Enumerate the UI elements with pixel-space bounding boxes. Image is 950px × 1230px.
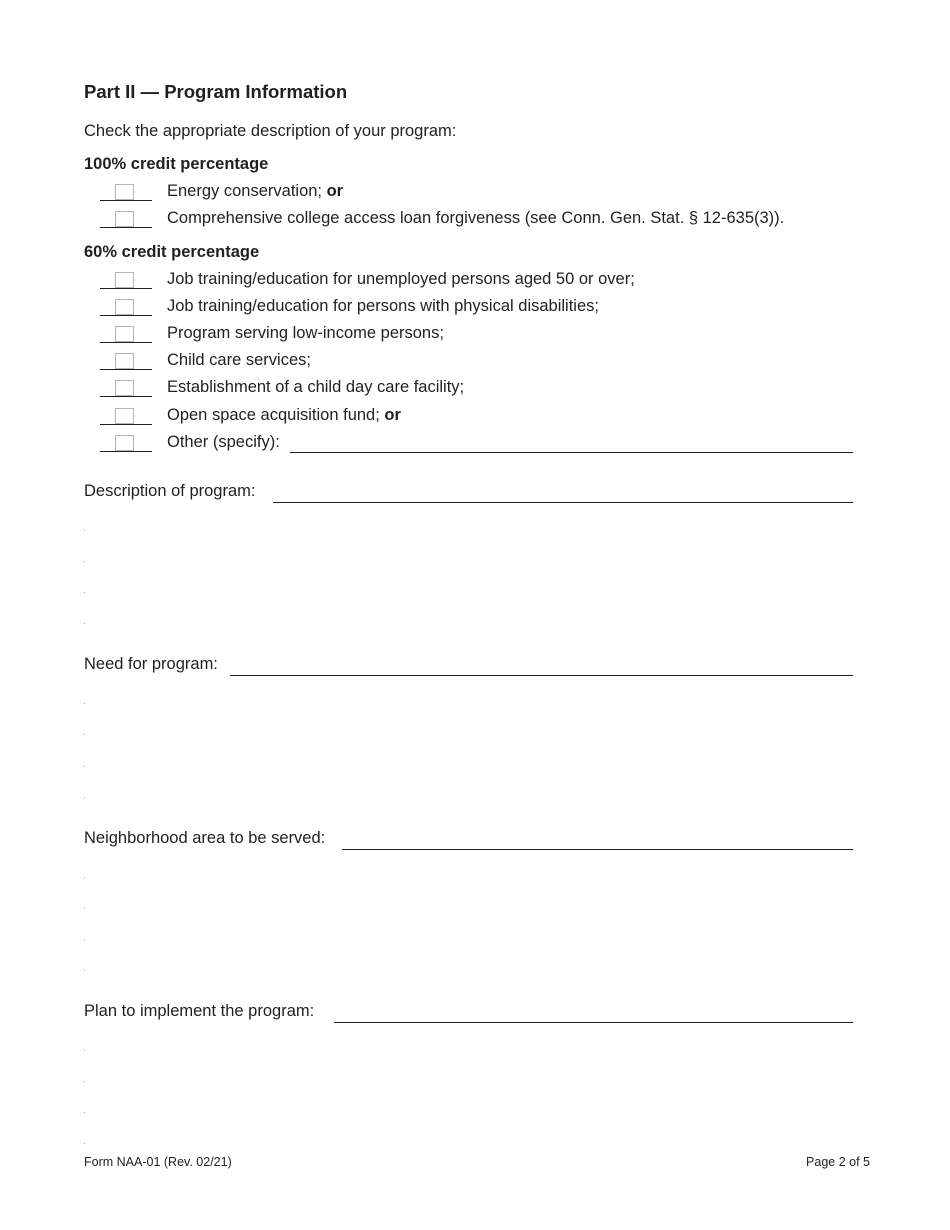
option-child-care: [100, 351, 860, 373]
blank-line-marker: [84, 797, 85, 798]
checkbox-energy-conservation[interactable]: [100, 184, 152, 201]
plan-field: [84, 1002, 853, 1026]
checkbox-box[interactable]: [115, 435, 134, 451]
blank-line-marker: [84, 1112, 85, 1113]
option-label: Job training/education for persons with physical disabilities;: [167, 297, 599, 315]
checkbox-day-care-facility[interactable]: [100, 380, 152, 397]
blank-line-marker: [84, 1050, 85, 1051]
blank-line-marker: [84, 592, 85, 593]
need-line[interactable]: [230, 675, 853, 676]
checkbox-box[interactable]: [115, 184, 134, 200]
checkbox-box[interactable]: [115, 408, 134, 424]
instructions-text: Check the appropriate description of your program:: [84, 122, 457, 140]
option-label: Comprehensive college access loan forgiveness (see Conn. Gen. Stat. § 12-635(3)).: [167, 209, 785, 227]
option-label: Job training/education for unemployed persons aged 50 or over;: [167, 270, 635, 288]
option-open-space: [100, 406, 860, 428]
option-label: Child care services;: [167, 351, 311, 369]
neighborhood-field: [84, 829, 853, 853]
description-field: [84, 482, 853, 506]
blank-line-marker: [84, 1081, 85, 1082]
blank-line-marker: [84, 703, 85, 704]
checkbox-college-loan-forgiveness[interactable]: [100, 211, 152, 228]
option-energy-conservation: [100, 182, 860, 204]
blank-line-marker: [84, 908, 85, 909]
option-label: Establishment of a child day care facility;: [167, 378, 465, 396]
checkbox-box[interactable]: [115, 353, 134, 369]
blank-line-marker: [84, 1143, 85, 1144]
blank-line-marker: [84, 561, 85, 562]
plan-label: Plan to implement the program:: [84, 1002, 315, 1020]
section-heading-100: 100% credit percentage: [84, 155, 269, 173]
option-day-care-facility: [100, 378, 860, 400]
blank-line-marker: [84, 877, 85, 878]
section-heading-60: 60% credit percentage: [84, 243, 260, 261]
option-job-training-50-plus: [100, 270, 860, 292]
checkbox-child-care[interactable]: [100, 353, 152, 370]
option-college-loan-forgiveness: [100, 209, 860, 231]
blank-line-marker: [84, 530, 85, 531]
page-number: Page 2 of 5: [806, 1155, 870, 1169]
neighborhood-line[interactable]: [342, 849, 853, 850]
checkbox-box[interactable]: [115, 380, 134, 396]
description-label: Description of program:: [84, 482, 256, 500]
option-label-suffix: or: [326, 182, 344, 200]
blank-line-marker: [84, 734, 85, 735]
need-field: [84, 655, 853, 679]
option-label-suffix: or: [384, 406, 401, 424]
blank-line-marker: [84, 939, 85, 940]
description-line[interactable]: [273, 502, 853, 503]
checkbox-box[interactable]: [115, 326, 134, 342]
option-label: Program serving low-income persons;: [167, 324, 444, 342]
blank-line-marker: [84, 970, 85, 971]
checkbox-job-training-disabilities[interactable]: [100, 299, 152, 316]
option-other: [100, 433, 860, 455]
option-low-income: [100, 324, 860, 346]
option-label: Open space acquisition fund;: [167, 406, 385, 424]
blank-line-marker: [84, 766, 85, 767]
page-title: Part II — Program Information: [84, 81, 348, 102]
form-id: Form NAA-01 (Rev. 02/21): [84, 1155, 232, 1169]
option-label: Energy conservation;: [167, 182, 327, 200]
checkbox-box[interactable]: [115, 299, 134, 315]
blank-line-marker: [84, 623, 85, 624]
neighborhood-label: Neighborhood area to be served:: [84, 829, 326, 847]
option-job-training-disabilities: [100, 297, 860, 319]
checkbox-other[interactable]: [100, 435, 152, 452]
checkbox-box[interactable]: [115, 272, 134, 288]
checkbox-open-space[interactable]: [100, 408, 152, 425]
need-label: Need for program:: [84, 655, 218, 673]
option-label: Other (specify):: [167, 433, 280, 451]
checkbox-job-training-50-plus[interactable]: [100, 272, 152, 289]
checkbox-low-income[interactable]: [100, 326, 152, 343]
plan-line[interactable]: [334, 1022, 853, 1023]
other-specify-line[interactable]: [290, 452, 853, 453]
checkbox-box[interactable]: [115, 211, 134, 227]
